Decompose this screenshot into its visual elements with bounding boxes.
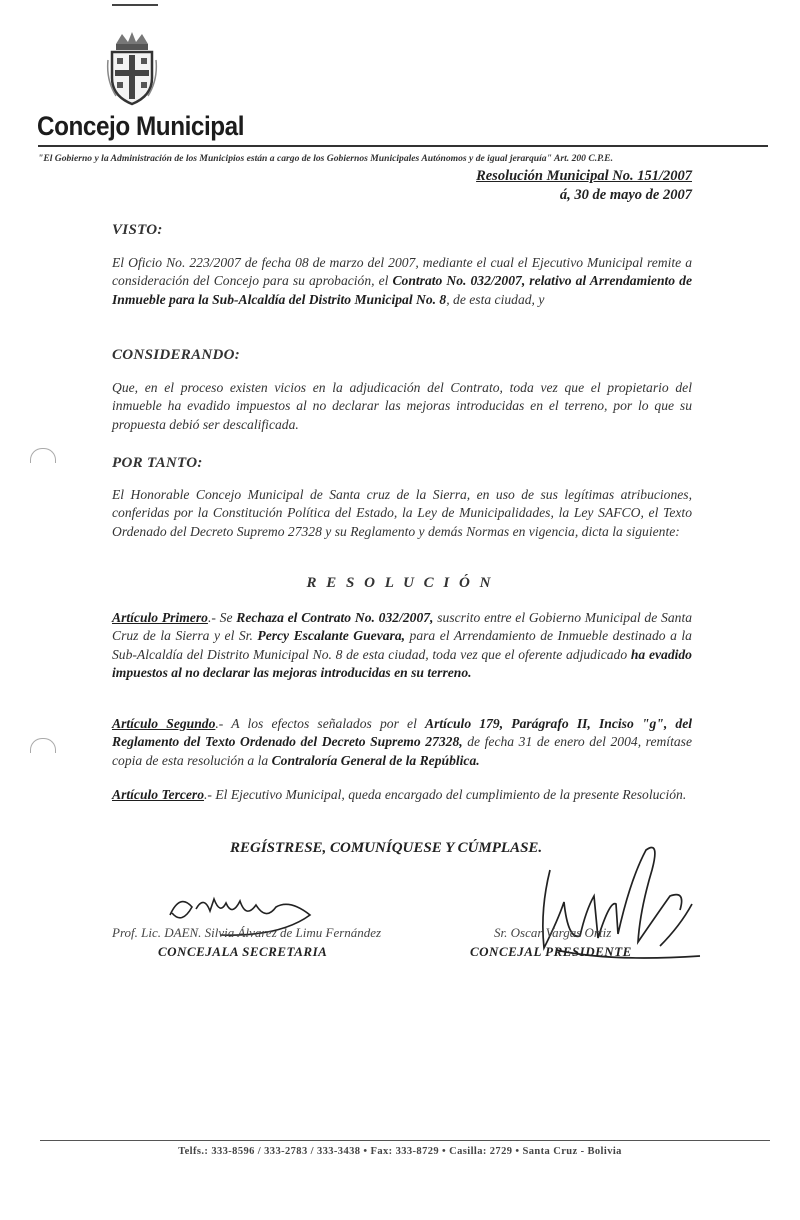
articulo-separator: .- [215,716,232,731]
resolucion-title: R E S O L U C I Ó N [306,575,494,591]
punch-hole-mark [30,448,56,463]
articulo-separator: .- [204,787,216,802]
articulo-bold: Percy Escalante Guevara, [257,628,406,644]
articulo-primero [112,609,692,683]
articulo-bold: Artículo 179, Parágrafo II, Inciso "g", del Reglamento del Texto Ordenado del Decreto Supremo 27328, [112,716,693,750]
visto-heading: VISTO: [112,222,163,238]
president-role: CONCEJAL PRESIDENTE [470,944,632,959]
considerando-paragraph: Que, en el proceso existen vicios en la adjudicación del Contrato, toda vez que el propietario del inmueble ha evadido impuestos al no declarar las mejoras introducidas en el terreno, por lo que su propuesta debió ser descalificada. [112,380,692,432]
secretary-name: Prof. Lic. DAEN. Silvia Álvarez de Limu Fernández [112,925,382,940]
articulo-text: de fecha 31 de enero del 2004, remítase copia de esta resolución a la [112,734,692,768]
articulo-label: Artículo Primero [112,610,208,625]
coat-of-arms-icon [106,30,158,108]
visto-text: El Oficio No. 223/2007 de fecha 08 de marzo del 2007, mediante el cual el Ejecutivo Municipal remite a consideración del Concejo para su aprobación, el [112,255,692,289]
articulo-bold: Rechaza el Contrato No. 032/2007, [236,610,434,625]
footer-divider [40,1140,770,1141]
secretary-role: CONCEJALA SECRETARIA [158,944,328,959]
por-tanto-paragraph: El Honorable Concejo Municipal de Santa cruz de la Sierra, en uso de sus legítimas atribuciones, conferidas por la Constitución Política del Estado, la Ley de Municipalidades, la Ley SAFCO, el Texto Ordenado del Decreto Supremo 27328 y su Reglamento y demás Normas en vigencia, dicta la siguiente: [112,487,692,539]
articulo-bold: ha evadido impuestos al no declarar las mejoras introducidas en su terreno. [112,646,692,681]
resolution-number: Resolución Municipal No. 151/2007 [476,168,692,184]
resolution-date: á, 30 de mayo de 2007 [559,187,692,203]
header-divider [38,145,768,147]
president-name: Sr. Oscar Vargas Ortiz [494,925,612,940]
articulo-separator: .- [207,610,220,625]
visto-paragraph [112,254,692,309]
articulo-text: El Ejecutivo Municipal, queda encargado del cumplimiento de la presente Resolución. [215,787,687,802]
header-motto: "El Gobierno y la Administración de los Municipios están a cargo de los Gobiernos Municipales Autónomos y de igual jerarquía" Art. 200 C.P.E. [38,153,613,164]
contract-reference: Contrato No. 032/2007, relativo al Arrendamiento de Inmueble para la Sub-Alcaldía del Distrito Municipal No. 8 [112,273,692,307]
articulo-text: A los efectos señalados por el [231,716,426,731]
articulo-bold: Contraloría General de la República. [271,752,480,768]
articulo-label: Artículo Segundo [112,716,216,731]
considerando-heading: CONSIDERANDO: [112,347,241,363]
articulo-text: Se [219,610,237,625]
punch-hole-mark [30,738,56,753]
articulo-tercero [112,786,692,804]
visto-text-end: , de esta ciudad, y [446,291,545,307]
por-tanto-heading: POR TANTO: [112,455,203,471]
articulo-segundo [112,715,692,770]
closing-formula: REGÍSTRESE, COMUNÍQUESE Y CÚMPLASE. [230,840,543,856]
articulo-text: suscrito entre el Gobierno Municipal de Santa Cruz de la Sierra y el Sr. [112,610,693,644]
articulo-label: Artículo Tercero [112,787,205,802]
footer-contacts: Telfs.: 333-8596 / 333-2783 / 333-3438 • Fax: 333-8729 • Casilla: 2729 • Santa Cruz - Bolivia [178,1146,622,1157]
organization-name: Concejo Municipal [37,111,245,141]
articulo-text: para el Arrendamiento de Inmueble destinado a la Sub-Alcaldía del Distrito Municipal No. 8 de esta ciudad, toda vez que el oferente adjudicado [112,628,692,662]
scan-mark [112,4,158,6]
